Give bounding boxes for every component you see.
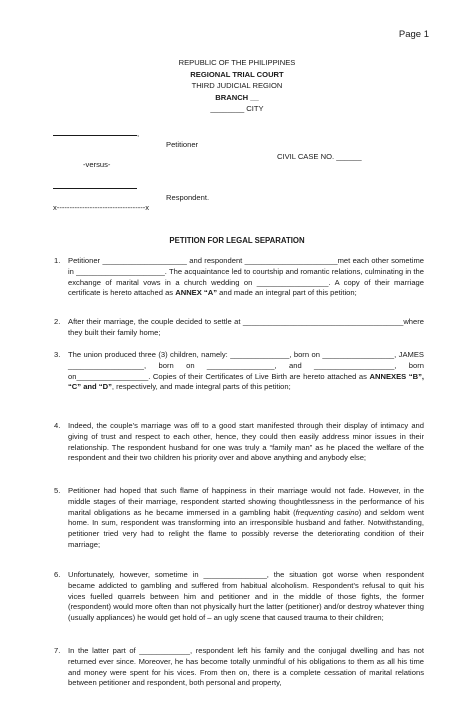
paragraph-number: 2. — [54, 317, 61, 326]
paragraph-3 — [54, 350, 424, 393]
paragraph-4 — [54, 421, 424, 464]
header-court: REGIONAL TRIAL COURT — [190, 69, 284, 79]
header-branch: BRANCH __ — [215, 92, 259, 102]
versus-label: -versus- — [83, 160, 111, 169]
caption-separator: x-----------------------------------x — [53, 203, 150, 212]
header-republic: REPUBLIC OF THE PHILIPPINES — [178, 58, 296, 67]
paragraph-text: In the latter part of ____________, respondent left his family and the conjugal dwelling and has not returned ever since. Moreover, he has become totally unmindful of his obligations to them as all his time and money were spent for his vices. From then on, there is a complete cessation of marital relations between petitioner and respondent, both personal and property, — [68, 646, 424, 688]
paragraph-text-tail: , respectively, and made integral parts of this petition; — [111, 382, 291, 392]
respondent-name-line — [53, 188, 137, 189]
paragraph-number: 5. — [54, 486, 61, 495]
paragraph-number: 6. — [54, 570, 61, 579]
paragraph-7 — [54, 646, 424, 689]
paragraph-text: Indeed, the couple’s marriage was off to a good start manifested through their display of intimacy and giving of trust and respect to each other, hence, they could then easily address minor issues in their relationship. The respondent husband for one was truly a “family man” as he placed the welfare of the respondent and their two children his priority over and above anything and anybody else; — [68, 421, 424, 463]
paragraph-number: 3. — [54, 350, 61, 359]
paragraph-text-tail: and made an integral part of this petition; — [217, 288, 357, 298]
paragraph-number: 4. — [54, 421, 61, 430]
paragraph-text: The union produced three (3) children, namely: ______________, born on _________________, JAMES __________________, born on ________________, and ___________________, born on_________________. Copies of their Certificates of Live Birth are hereto attached as — [68, 350, 424, 381]
annex-reference: ANNEXES “B”, “C” and “D” — [68, 371, 424, 392]
header-region: THIRD JUDICIAL REGION — [191, 81, 283, 90]
paragraph-5 — [54, 486, 424, 551]
header-city: ________ CITY — [210, 104, 264, 113]
petitioner-comma: , — [137, 129, 140, 138]
paragraph-text: Petitioner ____________________ and respondent ______________________met each other sometime in _____________________. The acquaintance led to courtship and romantic relations, culminating in the exchange of marital vows in a church wedding on _________________. A copy of their marriage certificate is hereto attached as — [68, 256, 424, 298]
annex-reference: ANNEX “A” — [175, 288, 218, 298]
paragraph-text: Unfortunately, however, sometime in _______________, the situation got worse when respondent became addicted to gambling and suffered from habitual alcoholism. Respondent’s refusal to quit his vices fuelled quarrels between him and petitioner and in the middle of those fights, the former (respondent) would more often than not physically hurt the latter (petitioner) and/or destroy whatever thing (usually appliances) he would get hold of – an ugly scene that caused trauma to their children; — [68, 570, 424, 623]
paragraph-2 — [54, 317, 424, 339]
document-title: PETITION FOR LEGAL SEPARATION — [169, 236, 305, 245]
petitioner-name-line — [53, 135, 137, 136]
civil-case-number: CIVIL CASE NO. ______ — [277, 152, 362, 161]
paragraph-text-tail: ) and seldom went home. In sum, respondent was transforming into an irresponsible husband and father. Notwithstanding, petitioner tried very had to relight the flame to possibly reverse the deteriorating condition of their marriage; — [68, 507, 424, 549]
respondent-label: Respondent. — [166, 193, 210, 202]
paragraph-text: After their marriage, the couple decided to settle at ______________________________________where they built their family home; — [68, 317, 424, 337]
court-header — [0, 57, 474, 115]
paragraph-text: Petitioner had hoped that such flame of happiness in their marriage would not fade. However, in the middle stages of their marriage, respondent started showing thoughtlessness in the performance of his marital obligations as he became immersed in a gambling habit ( — [68, 486, 424, 517]
petitioner-label: Petitioner — [166, 140, 199, 149]
paragraph-6 — [54, 570, 424, 624]
paragraph-number: 7. — [54, 646, 61, 655]
paragraph-number: 1. — [54, 256, 61, 265]
page-number: Page 1 — [398, 29, 429, 40]
italic-phrase: frequenting casino — [295, 507, 359, 517]
paragraph-1 — [54, 256, 424, 299]
